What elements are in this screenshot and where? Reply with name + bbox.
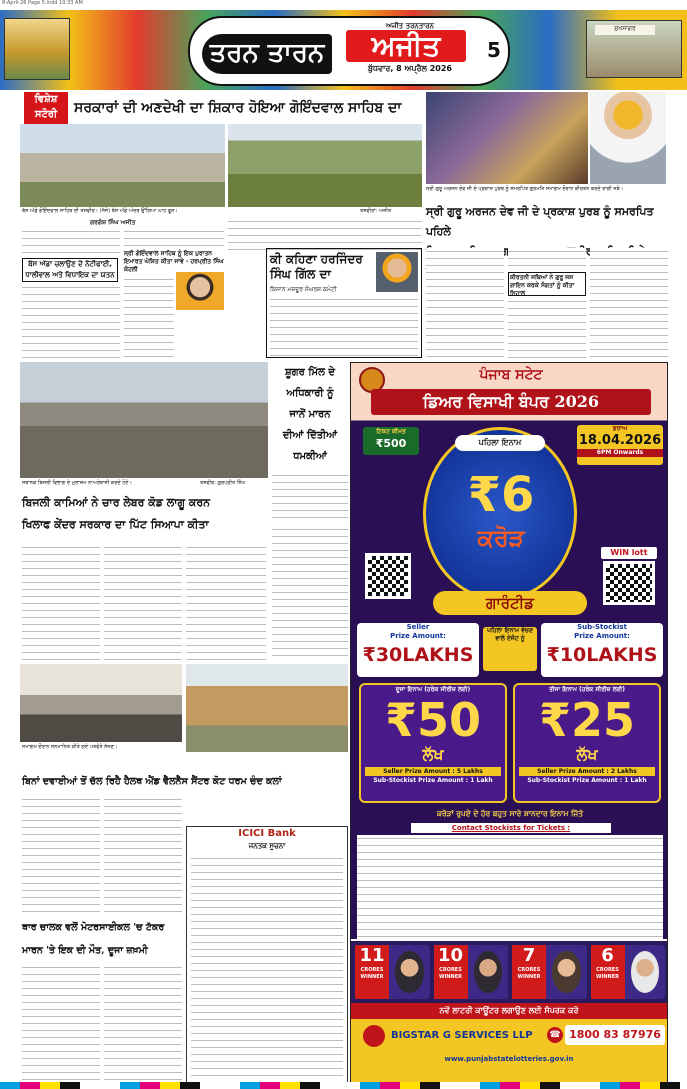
- seller-prize-box: [357, 623, 479, 677]
- story2-pullquote: ਕੀਰਤਨੀ ਜਥਿਆਂ ਨੇ ਗੁਰੂ ਜਸ ਗਾਇਨ ਕਰਕੇ ਸੰਗਤਾਂ ਨੂੰ ਕੀਤਾ ਨਿਹਾਲ: [508, 272, 586, 296]
- lottery-footer-banner: ਨਵੇਂ ਲਾਟਰੀ ਕਾਊਂਟਰ ਲਗਾਉਣ ਲਈ ਸੰਪਰਕ ਕਰੋ: [351, 1003, 667, 1019]
- left-temple-photo: [4, 18, 70, 80]
- draw-time: 6PM Onwards: [577, 449, 663, 457]
- story7-headline: [22, 916, 184, 962]
- winner-photo: [631, 951, 660, 993]
- story1-subhead-line2: ਧਾਲੀਵਾਲ ਅਤੇ ਵਿਧਾਇਕ ਦਾ ਯਤਨ: [25, 271, 115, 279]
- story1-column-1: [22, 228, 120, 258]
- story1-column-3: [228, 218, 422, 250]
- story7-headline-line2: ਮਾਰਨ 'ਤੇ ਇਕ ਦੀ ਮੌਤ, ਦੂਜਾ ਜ਼ਖ਼ਮੀ: [22, 945, 148, 956]
- winner-label: WINNER: [438, 974, 462, 980]
- seller-middle-note: ਪਹਿਲਾ ਇਨਾਮ ਵੇਚਣ ਵਾਲੇ ਏਜੰਟ ਨੂੰ: [483, 627, 537, 671]
- draw-date: 18.04.2026: [578, 433, 662, 448]
- winner-label: WINNER: [360, 974, 384, 980]
- seller-amount: ₹30LAKHS: [362, 644, 474, 666]
- story2-column-3: [590, 248, 668, 360]
- winner-card: [434, 945, 509, 999]
- bus-stand-photo-left: [20, 124, 225, 207]
- story6-headline: ਬਿਨਾਂ ਦਵਾਈਆਂ ਤੋਂ ਚੱਲ ਰਿਹੈ ਹੈਲਥ ਐਂਡ ਵੈੱਲਨੈੱਸ ਸੈਂਟਰ ਕੋਟ ਧਰਮ ਚੰਦ ਕਲਾਂ: [22, 776, 282, 787]
- special-story-tag: [24, 92, 68, 124]
- print-meta: 8-April-26 Page 5.indd 10:33 AM: [2, 0, 83, 6]
- icici-bank-name: ICICI Bank: [238, 828, 296, 839]
- third-prize-unit: ਲੱਖ: [576, 745, 598, 764]
- story1-sub-quote: ਸ੍ਰੀ ਗੋਇੰਦਵਾਲ ਸਾਹਿਬ ਨੂੰ ਇਕ ਪੁਰਾਤਨ ਇਮਾਰਤ ਘੋਸ਼ਿਤ ਕੀਤਾ ਜਾਵੇ - ਹਰਪ੍ਰੀਤ ਸਿੰਘ ਕੋਹਲੀ: [124, 250, 224, 273]
- ticket-label: ਟਿਕਟ ਕੀਮਤ: [376, 428, 406, 435]
- seller-label: Seller Prize Amount:: [390, 623, 446, 640]
- story1-headline: ਸਰਕਾਰਾਂ ਦੀ ਅਣਦੇਖੀ ਦਾ ਸ਼ਿਕਾਰ ਹੋਇਆ ਗੋਇੰਦਵਾਲ ਸਾਹਿਬ ਦਾ: [74, 100, 402, 116]
- page-number: 5: [487, 38, 501, 62]
- story4-photo-caption: ਸਥਾਨਕ ਬਿਜਲੀ ਵਿਭਾਗ ਦੇ ਮੁਲਾਜ਼ਮ ਨਾਅਰੇਬਾਜ਼ੀ ਕਰਦੇ ਹੋਏ।: [22, 480, 133, 486]
- story7-headline-line1: ਥਾਰ ਚਾਲਕ ਵਲੋਂ ਮੋਟਰਸਾਈਕਲ 'ਚ ਟੱਕਰ: [22, 922, 165, 933]
- issue-date: ਬੁੱਧਵਾਰ, 8 ਅਪ੍ਰੈਲ 2026: [368, 64, 452, 73]
- story2-headline-line1: ਸ੍ਰੀ ਗੁਰੂ ਅਰਜਨ ਦੇਵ ਜੀ ਦੇ ਪ੍ਰਕਾਸ਼ ਪੁਰਬ ਨੂੰ ਸਮਰਪਿਤ ਪਹਿਲੇ: [426, 205, 654, 238]
- story3-subhead: ਕਿਸਾਨ ਮਜ਼ਦੂਰ ਸੰਘਰਸ਼ ਕਮੇਟੀ: [270, 286, 337, 293]
- qr-code-right: [603, 561, 655, 605]
- story4-headline-line5: ਧਮਕੀਆਂ: [293, 451, 327, 462]
- supplement-label: ਅਜੀਤ ਤਰਨਤਾਰਨ: [385, 22, 434, 30]
- story2-column-1: [426, 248, 504, 360]
- right-ad-text: ਸੁਖਸਾਗਰ: [595, 25, 655, 35]
- story3-text: [270, 296, 418, 356]
- story5-headline-line1: ਬਿਜਲੀ ਕਾਮਿਆਂ ਨੇ ਚਾਰ ਲੇਬਰ ਕੋਡ ਲਾਗੂ ਕਰਨ: [22, 496, 211, 509]
- story1-column-2: [124, 228, 224, 248]
- second-prize-label: ਦੂਜਾ ਇਨਾਮ (ਹਰੇਕ ਸੀਰੀਜ਼ ਲਈ): [395, 686, 471, 693]
- story4-photo-credit: ਤਸਵੀਰ: ਗੁਰਪ੍ਰੀਤ ਸਿੰਘ: [200, 480, 246, 486]
- story1-byline: ਗਰਗੋਸ਼ ਸਿੰਘ ਅਜੀਤ: [90, 219, 136, 226]
- winner-amount: 7: [522, 945, 536, 966]
- tag-line-1: ਵਿਸ਼ੇਸ਼: [34, 94, 58, 105]
- phone-icon: ☎: [547, 1027, 563, 1043]
- third-sub: Sub-Stockist Prize Amount : 1 Lakh: [527, 777, 647, 784]
- story5-column-1: [22, 544, 100, 662]
- ticket-price: ₹500: [375, 437, 407, 450]
- story5-headline: [22, 492, 270, 540]
- second-sub: Sub-Stockist Prize Amount : 1 Lakh: [373, 777, 493, 784]
- third-seller: Seller Prize Amount : 2 Lakhs: [519, 767, 655, 776]
- story1-subhead-box: [22, 258, 118, 282]
- story5-column-2: [104, 544, 182, 662]
- protest-photo: [20, 362, 268, 478]
- stockists-title: Contact Stockists for Tickets :: [411, 823, 611, 833]
- icici-notice: [186, 826, 348, 1084]
- winner-amount: 6: [601, 945, 614, 966]
- story5-headline-line2: ਖਿਲਾਫ ਕੇਂਦਰ ਸਰਕਾਰ ਦਾ ਪਿੱਟ ਸਿਆਪਾ ਕੀਤਾ: [22, 518, 209, 531]
- brand-logo: ਅਜੀਤ: [346, 30, 466, 62]
- winner-card: [591, 945, 666, 999]
- qr-code-left: [365, 553, 411, 599]
- bus-stand-photo-right: [228, 124, 422, 207]
- story2-headline: [426, 202, 668, 246]
- story1-column-2b: [124, 276, 174, 360]
- lottery-website: www.punjabstatelotteries.gov.in: [444, 1055, 574, 1063]
- third-prize-panel: [513, 683, 661, 803]
- lottery-ad: [350, 362, 668, 1084]
- company-phone: 1800 83 87976: [565, 1025, 665, 1045]
- lottery-subtitle: ਡਿਅਰ ਵਿਸਾਖੀ ਬੰਪਰ 2026: [371, 389, 651, 415]
- icici-notice-text: [191, 855, 343, 1079]
- company-logo-icon: [363, 1025, 385, 1047]
- winner-unit: CRORES: [517, 967, 541, 973]
- draw-label: ਡਰਾਅ: [612, 425, 628, 432]
- story3-headline-line2: ਸਿੰਘ ਗਿੱਲ ਦਾ: [270, 267, 331, 281]
- first-prize-amount: ₹6: [467, 467, 535, 523]
- story5-column-3: [186, 544, 266, 662]
- story1-caption: ਬੱਸ ਅੱਡੇ ਗੋਇੰਦਵਾਲ ਸਾਹਿਬ ਦੀ ਤਸਵੀਰ। (ਸੱਜੇ) ਬੱਸ ਅੱਡੇ ਅੰਦਰ ਉੱਗਿਆ ਘਾਹ ਫੂਸ।: [22, 208, 178, 214]
- winner-amount: 10: [437, 945, 464, 966]
- right-ad-photo: [586, 20, 682, 78]
- masthead: [0, 10, 687, 90]
- winlott-badge: WIN lott: [601, 547, 657, 559]
- city-title: ਤਰਨ ਤਾਰਨ: [202, 34, 332, 74]
- story4-headline-line1: ਸ਼ੂਗਰ ਮਿੱਲ ਦੇ: [285, 367, 335, 378]
- health-centre-photo: [186, 664, 348, 752]
- substockist-amount: ₹10LAKHS: [546, 644, 658, 666]
- winner-card: [512, 945, 587, 999]
- substockist-prize-box: [541, 623, 663, 677]
- story4-text: [272, 472, 348, 522]
- stockists-list: [357, 835, 663, 941]
- kirtan-photo-main: [426, 92, 588, 184]
- draw-date-badge: [577, 425, 663, 465]
- winners-row: [355, 945, 665, 999]
- winner-unit: CRORES: [596, 967, 619, 973]
- first-prize-unit: ਕਰੋੜ: [477, 523, 525, 552]
- third-prize-label: ਤੀਜਾ ਇਨਾਮ (ਹਰੇਕ ਸੀਰੀਜ਼ ਲਈ): [548, 686, 626, 693]
- winner-unit: CRORES: [439, 967, 462, 973]
- winner-label: WINNER: [595, 974, 619, 980]
- tag-line-2: ਸਟੋਰੀ: [34, 109, 58, 120]
- winner-label: WINNER: [517, 974, 541, 980]
- story4-headline: [272, 362, 348, 470]
- color-register-strip: [0, 1082, 687, 1089]
- lottery-title: ਪੰਜਾਬ ਸਟੇਟ: [479, 367, 543, 383]
- lottery-tagline: ਕਰੋੜਾਂ ਰੁਪਏ ਦੇ ਹੋਰ ਬਹੁਤ ਸਾਰੇ ਸ਼ਾਨਦਾਰ ਇਨਾਮ ਜਿੱਤੋ: [436, 809, 584, 818]
- story2-column-2b: [508, 298, 586, 360]
- second-prize-unit: ਲੱਖ: [422, 745, 444, 764]
- winner-photo: [552, 951, 581, 993]
- winner-amount: 11: [359, 945, 385, 966]
- second-prize-panel: [359, 683, 507, 803]
- story6-column-2: [104, 796, 182, 914]
- story1-column-1b: [22, 284, 120, 358]
- story2-column-2: [508, 248, 586, 270]
- story7-column-2: [104, 964, 182, 1082]
- story6-column-1: [22, 796, 100, 914]
- first-prize-label: ਪਹਿਲਾ ਇਨਾਮ: [455, 435, 545, 451]
- kirtan-photo-side: [590, 92, 666, 184]
- winner-photo: [395, 951, 424, 993]
- story3-headline: [270, 252, 370, 284]
- story3-portrait: [376, 252, 418, 292]
- company-name: BIGSTAR G SERVICES LLP: [391, 1030, 533, 1041]
- story7-column-1: [22, 964, 100, 1082]
- second-seller: Seller Prize Amount : 5 Lakhs: [365, 767, 501, 776]
- substockist-label: Sub-Stockist Prize Amount:: [574, 623, 630, 640]
- story3-headline-line1: ਕੀ ਕਹਿਣਾ ਹਰਜਿੰਦਰ: [270, 252, 363, 266]
- winner-photo: [474, 951, 503, 993]
- group-photo: [20, 664, 182, 742]
- winner-card: [355, 945, 430, 999]
- lottery-company-bar: [351, 1019, 667, 1083]
- winner-unit: CRORES: [360, 967, 384, 973]
- second-prize-amount: ₹50: [384, 693, 482, 747]
- story1-photo-credit: ਤਸਵੀਰਾਂ: ਅਜੀਤ: [360, 208, 392, 214]
- story2-caption: ਸ੍ਰੀ ਗੁਰੂ ਅਰਜਨ ਦੇਵ ਜੀ ਦੇ ਪ੍ਰਕਾਸ਼ ਪੁਰਬ ਨੂੰ ਸਮਰਪਿਤ ਗੁਰਮਤਿ ਸਮਾਗਮ ਦੌਰਾਨ ਕੀਰਤਨ ਕਰਦੇ ਰਾਗੀ ਜਥੇ।: [426, 186, 624, 192]
- third-prize-amount: ₹25: [538, 693, 636, 747]
- first-prize-tag: ਗਾਰੰਟੀਡ: [433, 591, 587, 615]
- story6-caption: ਸਮਾਗਮ ਦੌਰਾਨ ਸਨਮਾਨਿਤ ਕੀਤੇ ਗਏ ਪਤਵੰਤੇ ਸੱਜਣ।: [22, 744, 118, 750]
- story4-headline-line4: ਦੀਆਂ ਦਿੱਤੀਆਂ: [282, 430, 338, 441]
- story1-portrait: [176, 272, 224, 310]
- story5-column-4: [272, 526, 348, 662]
- story4-headline-line2: ਅਧਿਕਾਰੀ ਨੂੰ: [286, 388, 334, 399]
- story1-subhead-line1: ਬੱਸ ਅੱਡਾ ਚਲਾਉਣ ਦੇ ਨੋਟੀਫਾਈ,: [28, 260, 112, 268]
- story4-headline-line3: ਜਾਨੋਂ ਮਾਰਨ: [289, 409, 331, 420]
- icici-notice-title: ਜਨਤਕ ਸੂਚਨਾ: [248, 842, 286, 850]
- ticket-price-badge: [363, 427, 419, 455]
